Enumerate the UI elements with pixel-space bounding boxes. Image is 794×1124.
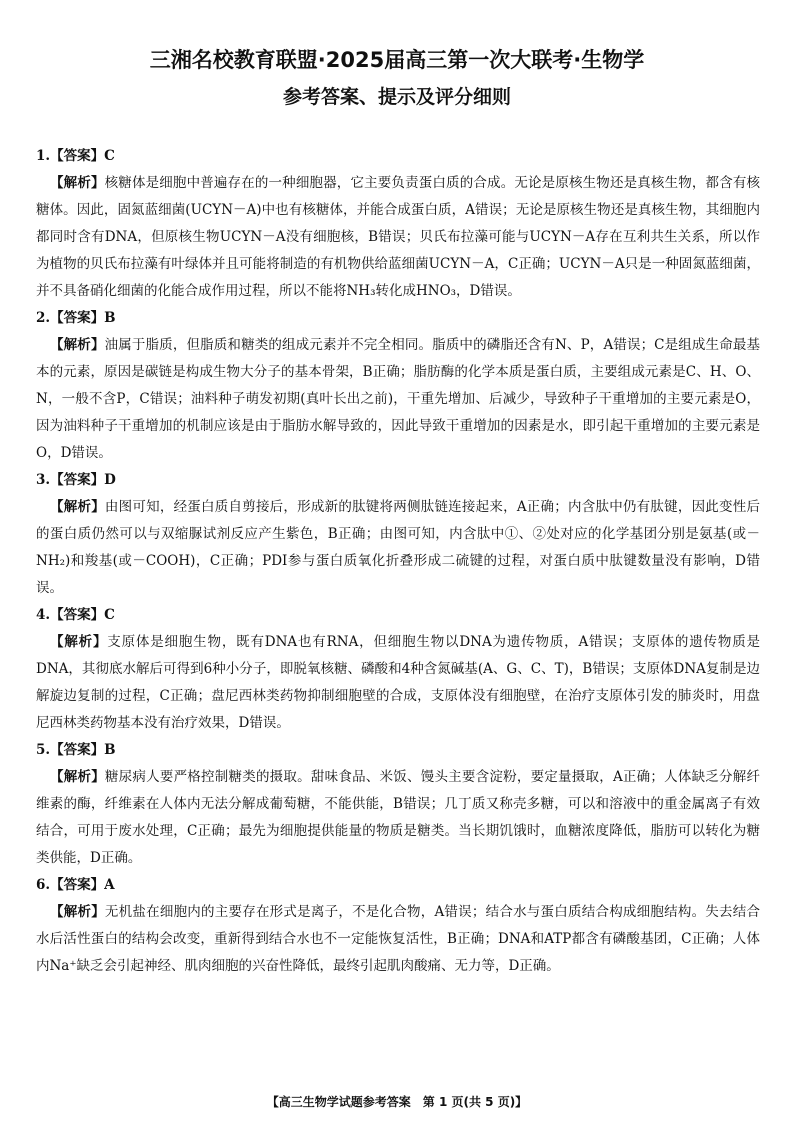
question-6 [36,872,760,980]
answer-label: 【答案】 [50,148,105,164]
explanation-text: 无机盐在细胞内的主要存在形式是离子，不是化合物，A错误；结合水与蛋白质结合构成细胞结构。失去结合水后活性蛋白的结构会改变，重新得到结合水也不一定能恢复活性，B正确；DNA和ATP都含有磷酸基团，C正确；人体内Na⁺缺乏会引起神经、肌肉细胞的兴奋性降低，最终引起肌肉酸痛、无力等，D正确。 [36,904,760,974]
answer-value: A [104,877,115,893]
answer-label: 【答案】 [50,607,105,623]
question-number: 2. [36,310,51,326]
explanation-paragraph [36,899,760,980]
explanation-label: 【解析】 [50,499,105,515]
question-4 [36,602,760,737]
explanation-label: 【解析】 [50,634,108,650]
answer-label: 【答案】 [50,472,105,488]
explanation-paragraph [36,629,760,737]
answer-line [36,467,760,494]
page-footer: 【高三生物学试题参考答案 第 1 页(共 5 页)】 [266,1095,528,1109]
answer-value: C [104,148,115,164]
explanation-paragraph [36,332,760,467]
explanation-paragraph [36,494,760,602]
questions-list [36,143,760,980]
question-5 [36,737,760,872]
page-title: 三湘名校教育联盟·2025届高三第一次大联考·生物学 [149,48,645,72]
question-number: 1. [36,148,51,164]
page-subtitle: 参考答案、提示及评分细则 [282,86,511,108]
answer-line [36,305,760,332]
answer-value: B [104,742,116,758]
answer-label: 【答案】 [50,742,105,758]
explanation-label: 【解析】 [50,337,105,353]
question-1 [36,143,760,305]
explanation-text: 支原体是细胞生物，既有DNA也有RNA，但细胞生物以DNA为遗传物质，A错误；支原体的遗传物质是DNA，其彻底水解后可得到6种小分子，即脱氧核糖、磷酸和4种含氮碱基(A、G、C、T)，B错误；支原体DNA复制是边解旋边复制的过程，C正确；盘尼西林类药物抑制细胞壁的合成，支原体没有细胞壁，在治疗支原体引发的肺炎时，用盘尼西林类药物基本没有治疗效果，D错误。 [36,634,761,731]
question-number: 3. [36,472,51,488]
explanation-label: 【解析】 [50,904,105,920]
answer-line [36,737,760,764]
explanation-label: 【解析】 [50,769,105,785]
question-2 [36,305,760,467]
answer-value: B [104,310,116,326]
explanation-label: 【解析】 [50,175,105,191]
explanation-paragraph [36,764,760,872]
answer-label: 【答案】 [50,877,105,893]
explanation-text: 油属于脂质，但脂质和糖类的组成元素并不完全相同。脂质中的磷脂还含有N、P，A错误；C是组成生命最基本的元素，原因是碳链是构成生物大分子的基本骨架，B正确；脂肪酶的化学本质是蛋白质，主要组成元素是C、H、O、N，一般不含P，C错误；油料种子萌发初期(真叶长出之前)，干重先增加、后减少，导致种子干重增加的主要元素是O，因为油料种子干重增加的机制应该是由于脂肪水解导致的，因此导致干重增加的因素是水，即引起干重增加的主要元素是O，D错误。 [36,337,760,461]
answer-value: C [104,607,115,623]
explanation-paragraph [36,170,760,305]
answer-line [36,143,760,170]
explanation-text: 由图可知，经蛋白质自剪接后，形成新的肽键将两侧肽链连接起来，A正确；内含肽中仍有肽键，因此变性后的蛋白质仍然可以与双缩脲试剂反应产生紫色，B正确；由图可知，内含肽中①、②处对应的化学基团分别是氨基(或－NH₂)和羧基(或－COOH)，C正确；PDI参与蛋白质氧化折叠形成二硫键的过程，对蛋白质中肽键数量没有影响，D错误。 [36,499,760,596]
answer-label: 【答案】 [50,310,105,326]
question-number: 6. [36,877,51,893]
explanation-text: 糖尿病人要严格控制糖类的摄取。甜味食品、米饭、馒头主要含淀粉，要定量摄取，A正确；人体缺乏分解纤维素的酶，纤维素在人体内无法分解成葡萄糖，不能供能，B错误；几丁质又称壳多糖，可以和溶液中的重金属离子有效结合，可用于废水处理，C正确；最先为细胞提供能量的物质是糖类。当长期饥饿时，血糖浓度降低，脂肪可以转化为糖类供能，D正确。 [36,769,760,866]
question-number: 5. [36,742,51,758]
answer-line [36,602,760,629]
answer-value: D [104,472,116,488]
question-3 [36,467,760,602]
explanation-text: 核糖体是细胞中普遍存在的一种细胞器，它主要负责蛋白质的合成。无论是原核生物还是真核生物，都含有核糖体。因此，固氮蓝细菌(UCYN－A)中也有核糖体，并能合成蛋白质，A错误；无论是原核生物还是真核生物，其细胞内都同时含有DNA，但原核生物UCYN－A没有细胞核，B错误；贝氏布拉藻可能与UCYN－A存在互利共生关系，所以作为植物的贝氏布拉藻有叶绿体并且可能将制造的有机物供给蓝细菌UCYN－A，C正确；UCYN－A只是一种固氮蓝细菌，并不具备硝化细菌的化能合成作用过程，所以不能将NH₃转化成HNO₃，D错误。 [36,175,761,299]
answer-line [36,872,760,899]
question-number: 4. [36,607,51,623]
